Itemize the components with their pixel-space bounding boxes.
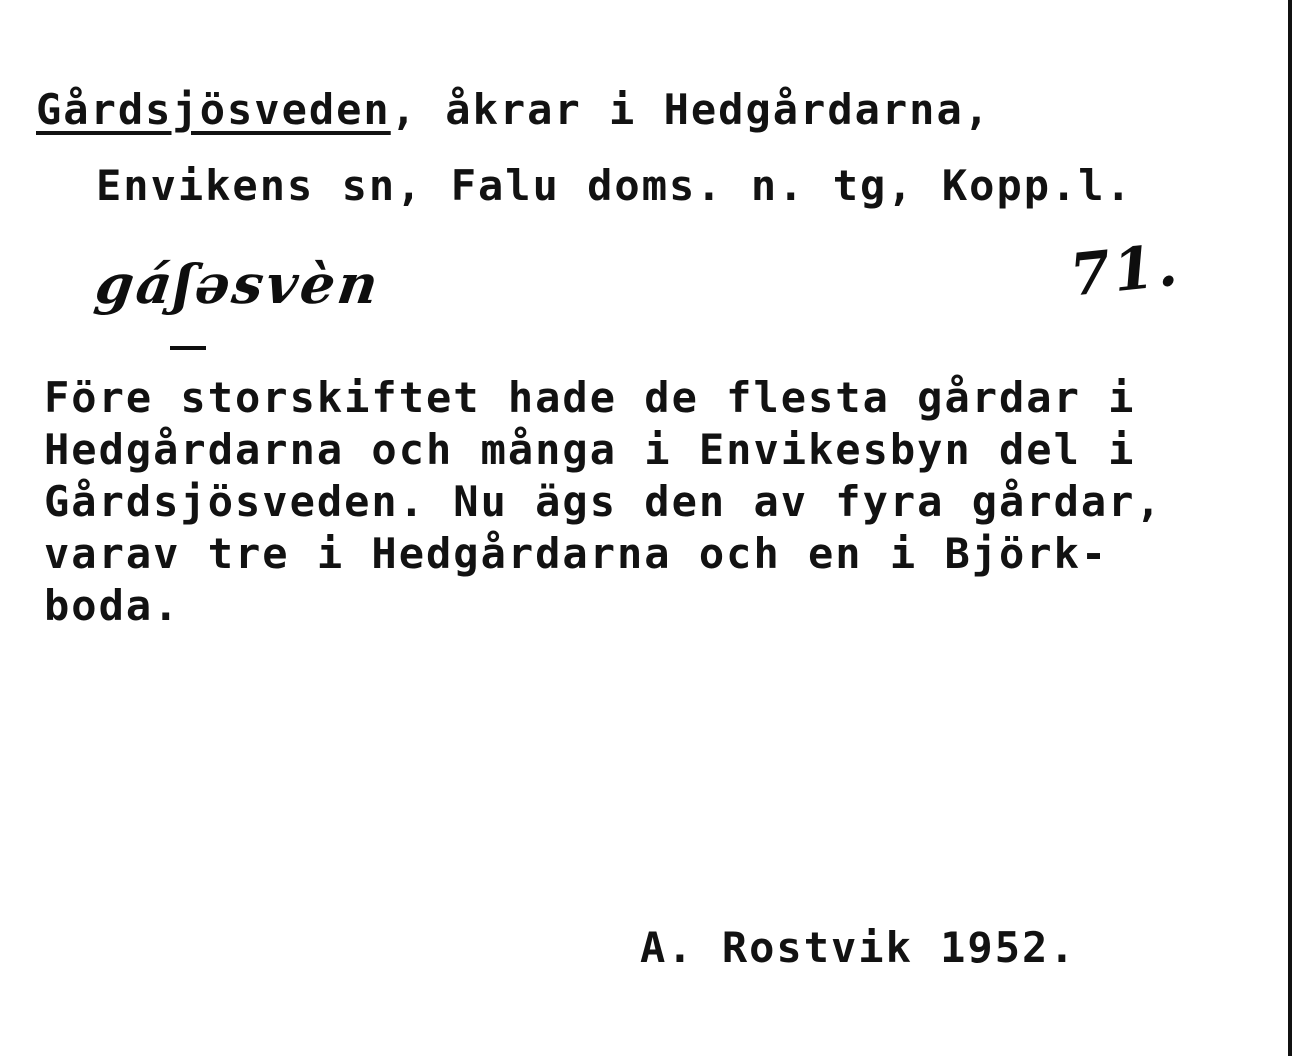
heading-line xyxy=(36,84,991,136)
phonetic-transcription: gáʃəsvèn xyxy=(91,252,385,316)
body-paragraph xyxy=(44,372,1163,632)
location-line: Envikens sn, Falu doms. n. tg, Kopp.l. xyxy=(96,161,1133,210)
body-line: Hedgårdarna och många i Envikesbyn del i xyxy=(44,425,1136,474)
phonetic-underline xyxy=(170,346,206,350)
body-line: boda. xyxy=(44,581,181,630)
heading-rest: , åkrar i Hedgårdarna, xyxy=(390,85,992,134)
headword: Gårdsjösveden xyxy=(36,85,391,134)
body-line: varav tre i Hedgårdarna och en i Björk- xyxy=(44,529,1109,578)
signature-line: A. Rostvik 1952. xyxy=(640,923,1077,972)
card-number: 71. xyxy=(1066,230,1184,310)
body-line: Gårdsjösveden. Nu ägs den av fyra gårdar, xyxy=(44,477,1163,526)
body-line: Före storskiftet hade de flesta gårdar i xyxy=(44,373,1136,422)
card-edge xyxy=(1288,0,1292,1056)
